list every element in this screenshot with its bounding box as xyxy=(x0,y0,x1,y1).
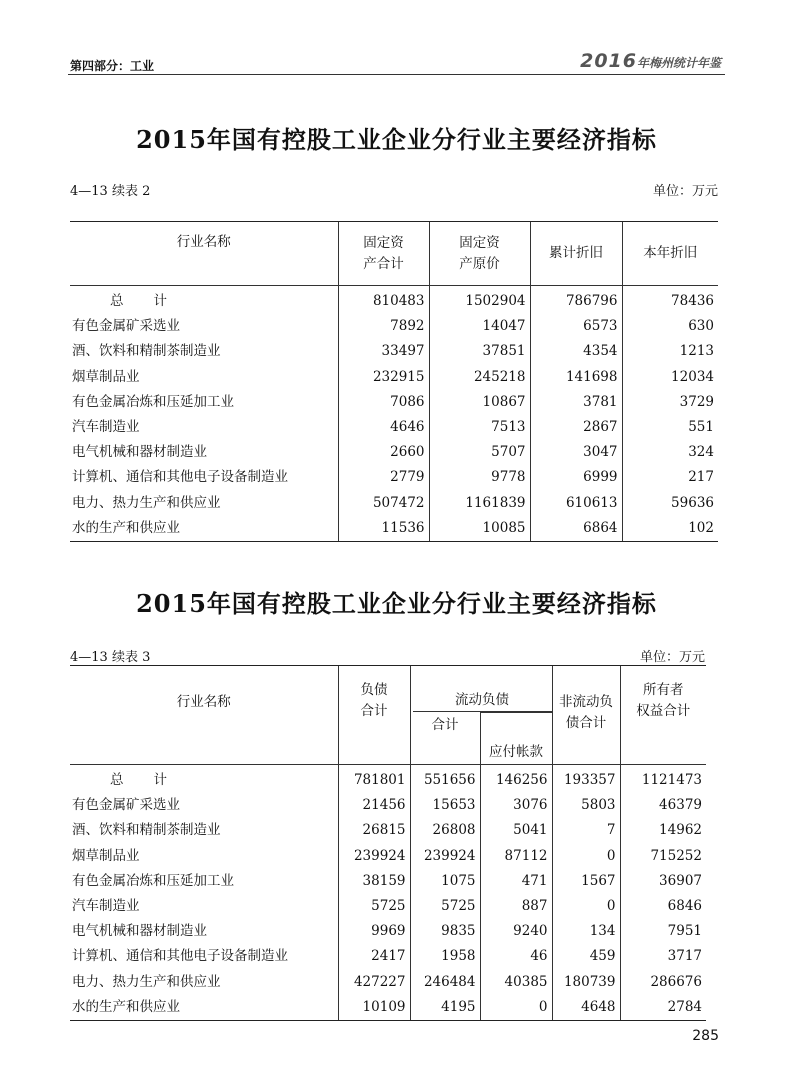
row-label: 总计 xyxy=(110,772,197,788)
cell-value: 46379 xyxy=(620,793,706,818)
cell-value: 245218 xyxy=(429,365,530,390)
cell-value: 786796 xyxy=(530,286,622,315)
cell-value: 5707 xyxy=(429,440,530,465)
table-row xyxy=(70,390,718,415)
cell-value: 471 xyxy=(480,869,552,894)
cell-value: 78436 xyxy=(622,286,718,315)
cell-value: 2779 xyxy=(338,465,429,490)
cell-value: 5725 xyxy=(338,894,410,919)
cell-value: 12034 xyxy=(622,365,718,390)
cell-value: 7951 xyxy=(620,919,706,944)
row-label: 烟草制品业 xyxy=(72,847,140,864)
table-row xyxy=(70,415,718,440)
row-label: 有色金属矿采选业 xyxy=(72,318,180,335)
cell-value: 2417 xyxy=(338,944,410,969)
cell-value: 324 xyxy=(622,440,718,465)
cell-value: 4195 xyxy=(410,995,480,1021)
cell-value: 239924 xyxy=(338,844,410,869)
cell-value: 551656 xyxy=(410,765,480,794)
cell-value: 427227 xyxy=(338,970,410,995)
cell-value: 887 xyxy=(480,894,552,919)
cell-value: 246484 xyxy=(410,970,480,995)
cell-value: 59636 xyxy=(622,491,718,516)
table2-header-group: 流动负债 xyxy=(410,666,552,713)
table1-unit: 单位：万元 xyxy=(652,184,718,199)
cell-value: 1161839 xyxy=(429,491,530,516)
cell-value: 507472 xyxy=(338,491,429,516)
cell-value: 26808 xyxy=(410,818,480,843)
cell-value: 7892 xyxy=(338,314,429,339)
header-rule xyxy=(68,74,725,75)
cell-value: 5803 xyxy=(552,793,620,818)
yearbook-title xyxy=(580,50,721,72)
row-label: 水的生产和供应业 xyxy=(70,516,338,542)
cell-value: 3717 xyxy=(620,944,706,969)
table-row xyxy=(70,793,706,818)
cell-value: 9778 xyxy=(429,465,530,490)
table2-header-col3: 应付帐款 xyxy=(480,713,552,765)
cell-value: 10109 xyxy=(338,995,410,1021)
row-label: 有色金属冶炼和压延加工业 xyxy=(72,393,234,410)
row-label: 汽车制造业 xyxy=(72,419,140,436)
cell-value: 3047 xyxy=(530,440,622,465)
cell-value: 7 xyxy=(552,818,620,843)
table-row xyxy=(70,869,706,894)
cell-value: 37851 xyxy=(429,339,530,364)
cell-value: 810483 xyxy=(338,286,429,315)
cell-value: 459 xyxy=(552,944,620,969)
table-row xyxy=(70,286,718,315)
row-label: 汽车制造业 xyxy=(72,898,140,915)
cell-value: 5725 xyxy=(410,894,480,919)
row-label: 烟草制品业 xyxy=(72,368,140,385)
row-label: 总计 xyxy=(110,293,197,309)
cell-value: 14962 xyxy=(620,818,706,843)
cell-value: 9969 xyxy=(338,919,410,944)
cell-value: 5041 xyxy=(480,818,552,843)
cell-value: 180739 xyxy=(552,970,620,995)
cell-value: 38159 xyxy=(338,869,410,894)
cell-value: 4646 xyxy=(338,415,429,440)
table-row xyxy=(70,894,706,919)
cell-value: 2660 xyxy=(338,440,429,465)
row-label: 计算机、通信和其他电子设备制造业 xyxy=(72,948,288,965)
table2-code: 4—13 续表 3 xyxy=(70,650,151,665)
cell-value: 134 xyxy=(552,919,620,944)
table1-header-col3: 累计折旧 xyxy=(530,222,622,286)
cell-value: 1958 xyxy=(410,944,480,969)
cell-value: 551 xyxy=(622,415,718,440)
table2 xyxy=(70,665,706,1021)
table2-unit: 单位：万元 xyxy=(639,650,705,665)
table2-header-col1: 负债 合计 xyxy=(338,666,410,765)
cell-value: 630 xyxy=(622,314,718,339)
table2-title: 2015年国有控股工业企业分行业主要经济指标 xyxy=(136,589,657,618)
cell-value: 286676 xyxy=(620,970,706,995)
cell-value: 0 xyxy=(552,894,620,919)
table1-header-col4: 本年折旧 xyxy=(622,222,718,286)
cell-value: 9240 xyxy=(480,919,552,944)
cell-value: 36907 xyxy=(620,869,706,894)
cell-value: 6999 xyxy=(530,465,622,490)
cell-value: 40385 xyxy=(480,970,552,995)
cell-value: 239924 xyxy=(410,844,480,869)
table-row xyxy=(70,818,706,843)
table-row xyxy=(70,516,718,542)
cell-value: 715252 xyxy=(620,844,706,869)
table-row xyxy=(70,919,706,944)
cell-value: 9835 xyxy=(410,919,480,944)
table-row xyxy=(70,765,706,794)
table1-header-col2: 固定资 产原价 xyxy=(429,222,530,286)
table-row xyxy=(70,970,706,995)
cell-value: 3781 xyxy=(530,390,622,415)
table-row xyxy=(70,314,718,339)
table2-header-col2: 合计 xyxy=(410,713,480,765)
cell-value: 26815 xyxy=(338,818,410,843)
section-label: 第四部分：工业 xyxy=(70,59,155,73)
page-number: 285 xyxy=(692,1028,719,1044)
table1-header-name: 行业名称 xyxy=(70,222,338,286)
table2-header-col4: 非流动负 债合计 xyxy=(552,666,620,765)
row-label: 酒、饮料和精制茶制造业 xyxy=(72,343,221,360)
table-row xyxy=(70,365,718,390)
cell-value: 87112 xyxy=(480,844,552,869)
cell-value: 10085 xyxy=(429,516,530,542)
cell-value: 10867 xyxy=(429,390,530,415)
table-row xyxy=(70,995,706,1021)
table-row xyxy=(70,491,718,516)
cell-value: 0 xyxy=(552,844,620,869)
cell-value: 11536 xyxy=(338,516,429,542)
row-label: 有色金属矿采选业 xyxy=(72,797,180,814)
cell-value: 1502904 xyxy=(429,286,530,315)
yearbook-year: 2016 xyxy=(580,50,637,72)
cell-value: 146256 xyxy=(480,765,552,794)
table1-code: 4—13 续表 2 xyxy=(70,184,151,199)
cell-value: 217 xyxy=(622,465,718,490)
table1-header-col1: 固定资 产合计 xyxy=(338,222,429,286)
row-label: 电力、热力生产和供应业 xyxy=(72,973,221,990)
cell-value: 1567 xyxy=(552,869,620,894)
cell-value: 1121473 xyxy=(620,765,706,794)
cell-value: 46 xyxy=(480,944,552,969)
cell-value: 141698 xyxy=(530,365,622,390)
cell-value: 7513 xyxy=(429,415,530,440)
row-label: 电气机械和器材制造业 xyxy=(72,444,207,461)
cell-value: 14047 xyxy=(429,314,530,339)
cell-value: 102 xyxy=(622,516,718,542)
row-label: 水的生产和供应业 xyxy=(70,995,338,1021)
cell-value: 232915 xyxy=(338,365,429,390)
cell-value: 610613 xyxy=(530,491,622,516)
table-row xyxy=(70,944,706,969)
cell-value: 15653 xyxy=(410,793,480,818)
cell-value: 4648 xyxy=(552,995,620,1021)
table2-header-col5: 所有者 权益合计 xyxy=(620,666,706,765)
table-row xyxy=(70,339,718,364)
cell-value: 1075 xyxy=(410,869,480,894)
yearbook-name: 年梅州统计年鉴 xyxy=(636,56,721,70)
cell-value: 6864 xyxy=(530,516,622,542)
cell-value: 1213 xyxy=(622,339,718,364)
row-label: 有色金属冶炼和压延加工业 xyxy=(72,872,234,889)
cell-value: 2784 xyxy=(620,995,706,1021)
row-label: 计算机、通信和其他电子设备制造业 xyxy=(72,469,288,486)
table-row xyxy=(70,465,718,490)
cell-value: 4354 xyxy=(530,339,622,364)
row-label: 酒、饮料和精制茶制造业 xyxy=(72,822,221,839)
cell-value: 6846 xyxy=(620,894,706,919)
cell-value: 21456 xyxy=(338,793,410,818)
table1 xyxy=(70,221,718,542)
table1-title: 2015年国有控股工业企业分行业主要经济指标 xyxy=(136,125,657,154)
cell-value: 6573 xyxy=(530,314,622,339)
cell-value: 3729 xyxy=(622,390,718,415)
cell-value: 2867 xyxy=(530,415,622,440)
row-label: 电气机械和器材制造业 xyxy=(72,923,207,940)
cell-value: 33497 xyxy=(338,339,429,364)
cell-value: 781801 xyxy=(338,765,410,794)
table2-header-name: 行业名称 xyxy=(70,666,338,765)
table-row xyxy=(70,440,718,465)
table-row xyxy=(70,844,706,869)
row-label: 电力、热力生产和供应业 xyxy=(72,494,221,511)
cell-value: 3076 xyxy=(480,793,552,818)
cell-value: 0 xyxy=(480,995,552,1021)
cell-value: 7086 xyxy=(338,390,429,415)
cell-value: 193357 xyxy=(552,765,620,794)
